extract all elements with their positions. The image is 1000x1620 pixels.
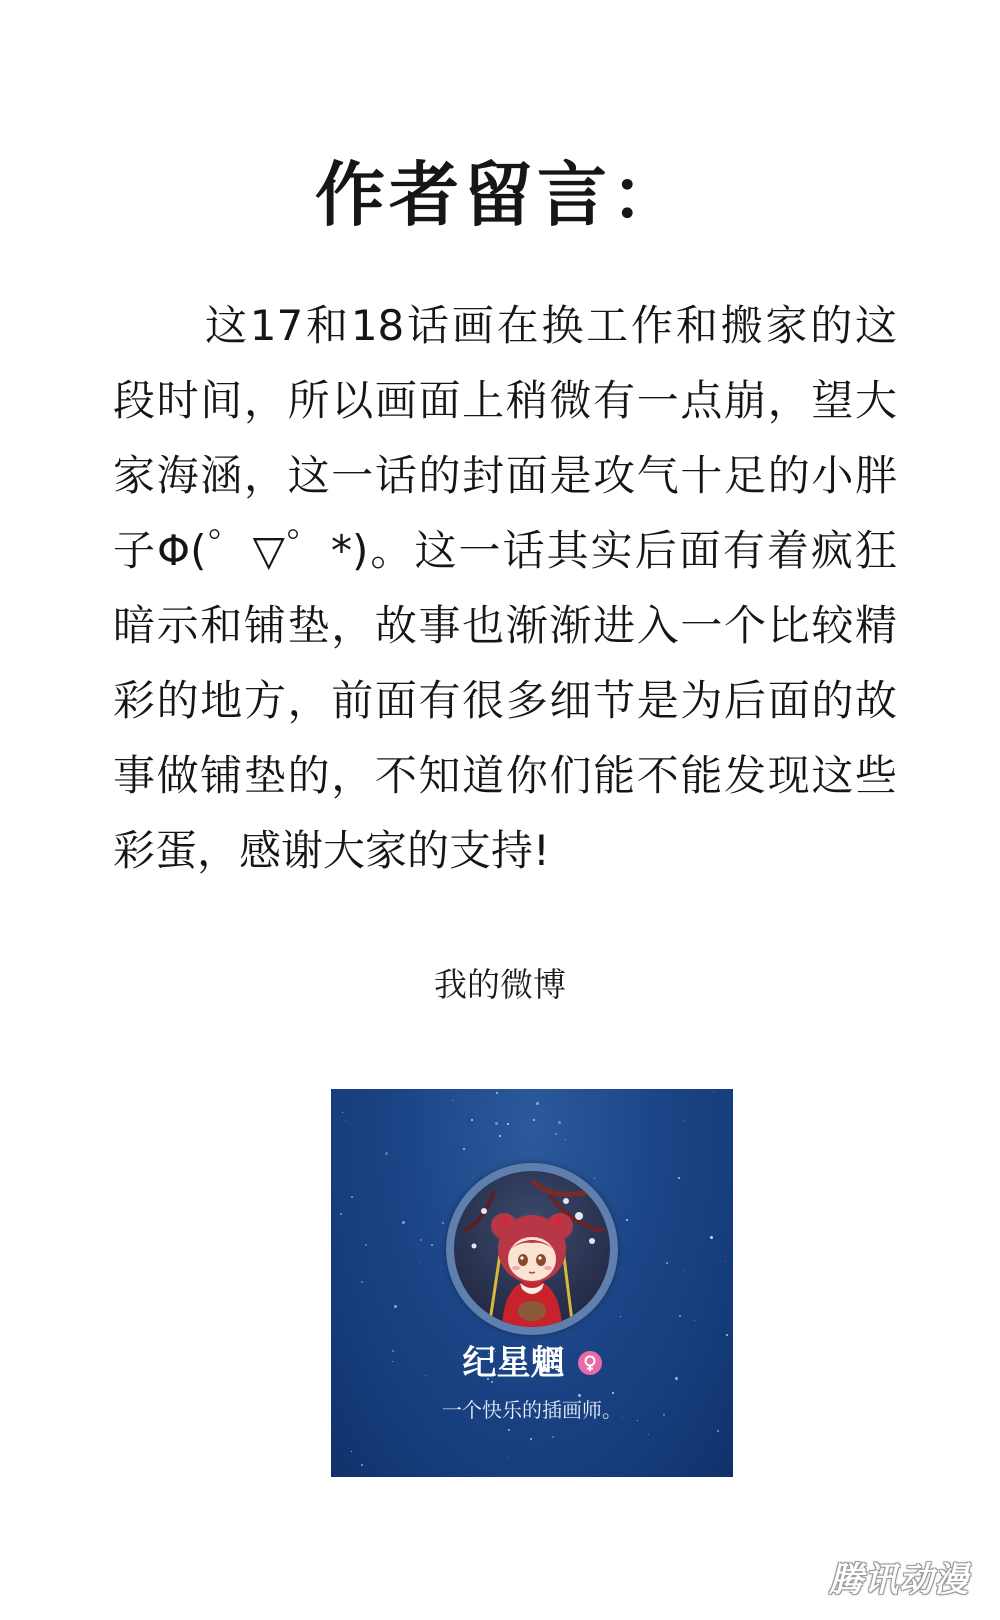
star-dot [351,1451,352,1452]
weibo-profile-card[interactable] [331,1089,733,1477]
star-dot [463,1148,465,1150]
star-dot [394,1305,397,1308]
star-dot [558,1121,561,1124]
star-dot [726,1334,728,1336]
profile-name: 纪星魍 [462,1343,565,1383]
star-dot [452,1100,453,1101]
star-dot [420,1262,421,1263]
star-dot [694,1320,695,1321]
avatar-frame [446,1163,618,1335]
star-dot [620,1316,621,1317]
star-dot [684,1270,685,1271]
star-dot [552,1436,554,1438]
watermark-text: 腾讯动漫 [829,1560,969,1600]
star-dot [725,1261,726,1262]
star-dot [508,1429,510,1431]
avatar [454,1171,610,1327]
star-dot [402,1221,405,1224]
star-dot [612,1392,614,1394]
star-dot [431,1244,433,1246]
star-dot [495,1122,498,1125]
watermark-logo [818,1558,980,1602]
star-dot [507,1123,509,1125]
star-dot [361,1464,363,1466]
author-message: 这17和18话画在换工作和搬家的这段时间，所以画面上稍微有一点崩，望大家海涵，这一话的封面是攻气十足的小胖子Φ(゜▽゜*)。这一话其实后面有着疯狂暗示和铺垫，故事也渐渐进入一个比较精彩的地方，前面有很多细节是为后面的故事做铺垫的，不知道你们能不能发现这些彩蛋，感谢大家的支持! [113,301,897,875]
star-dot [508,1457,509,1458]
profile-bio: 一个快乐的插画师。 [442,1398,622,1422]
star-dot [365,1244,367,1246]
star-dot [717,1430,719,1432]
star-dot [594,1178,595,1179]
star-dot [342,1112,343,1113]
star-dot [565,1139,566,1140]
star-dot [679,1315,681,1317]
star-dot [351,1196,353,1198]
star-dot [530,1438,532,1440]
star-dot [496,1092,498,1094]
weibo-label: 我的微博 [434,965,566,1004]
star-dot [361,1281,363,1283]
female-icon [578,1351,602,1375]
star-dot [536,1102,539,1105]
page-title: 作者留言： [315,154,685,236]
chibi-girl-illustration [454,1171,610,1327]
star-dot [473,1177,474,1178]
star-dot [442,1222,444,1224]
star-dot [471,1119,473,1121]
star-dot [666,1262,668,1264]
star-dot [345,1120,346,1121]
star-dot [499,1135,501,1137]
profile-name-row [331,1339,733,1387]
star-dot [340,1213,342,1215]
star-dot [713,1091,714,1092]
star-dot [683,1120,684,1121]
star-dot [533,1119,535,1121]
star-dot [420,1239,422,1241]
star-dot [555,1133,557,1135]
star-dot [648,1434,649,1435]
star-dot [385,1152,388,1155]
star-dot [710,1236,713,1239]
star-dot [678,1177,680,1179]
star-dot [626,1219,628,1221]
